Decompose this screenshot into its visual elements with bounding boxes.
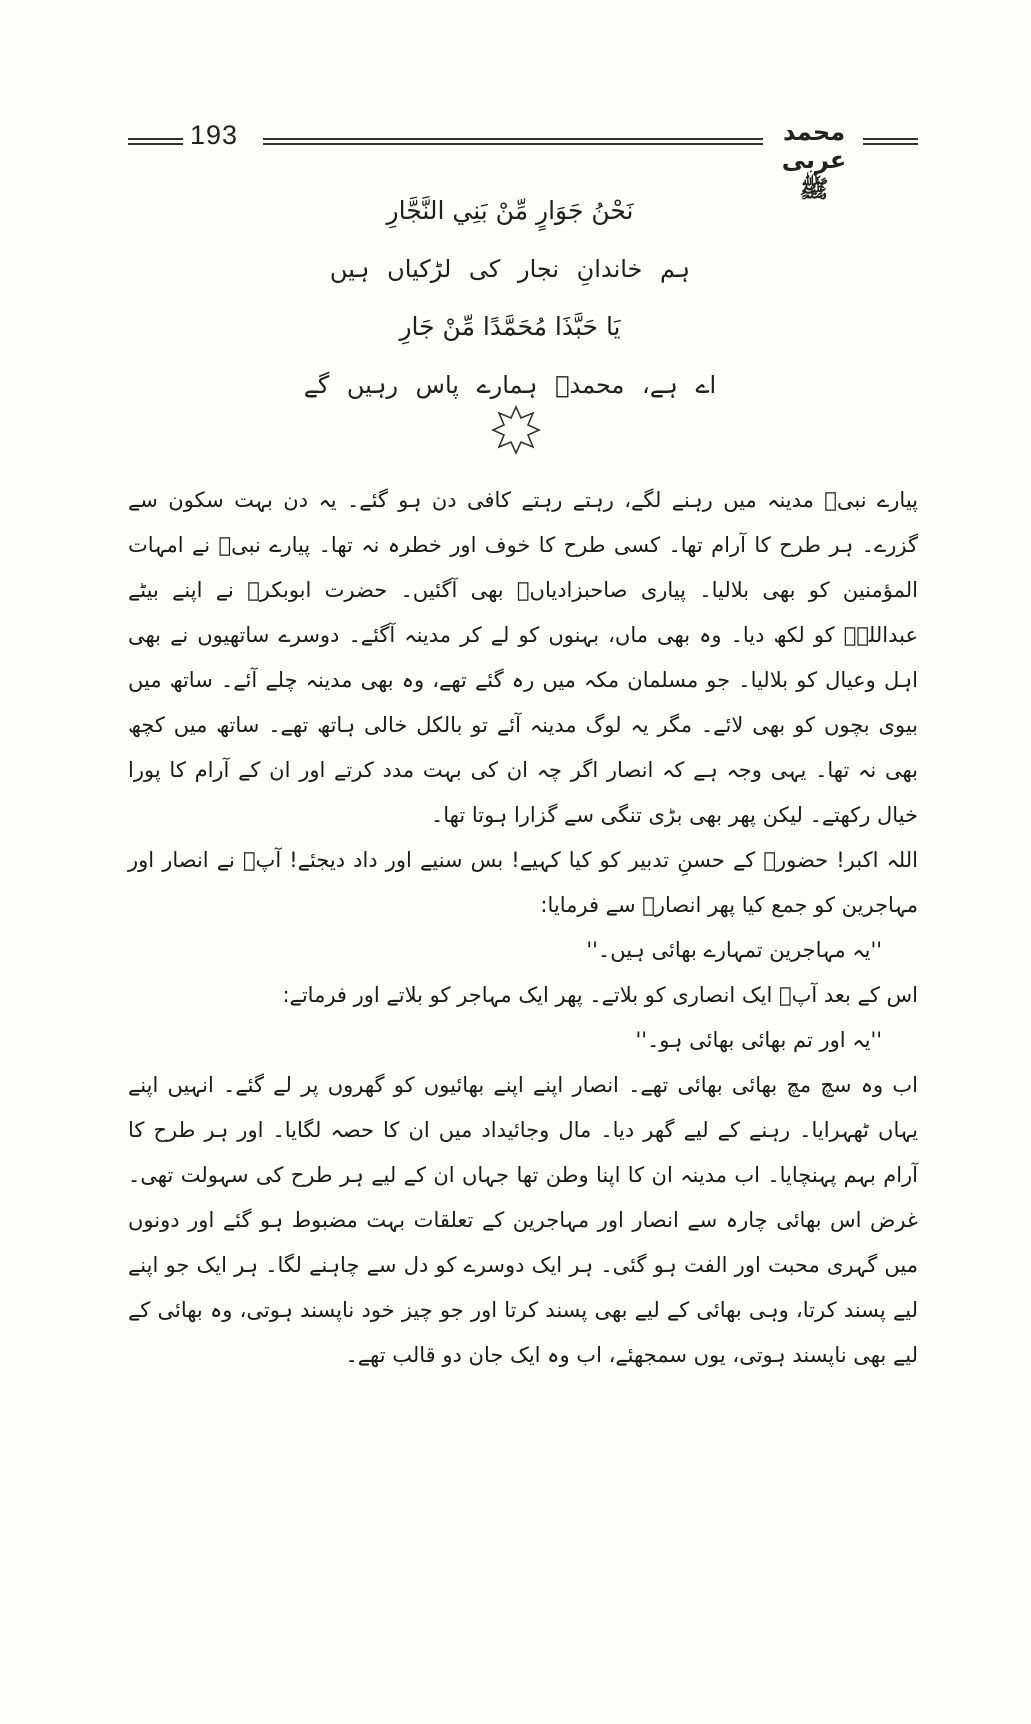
paragraph: اب وہ سچ مچ بھائی بھائی تھے۔ انصار اپنے اپنے بھائیوں کو گھروں پر لے گئے۔ انہیں اپنے یہاں ٹھہرایا۔ رہنے کے لیے گھر دیا۔ مال وجائیداد میں ان کا حصہ لگایا۔ اور ہر طرح کا آرام بہم پہنچایا۔ اب مدینہ ان کا اپنا وطن تھا جہاں ان کے لیے ہر طرح کی سہولت تھی۔ غرض اس بھائی چارہ سے انصار اور مہاجرین کے تعلقات بہت مضبوط ہو گئے اور دونوں میں گہری محبت اور الفت ہو گئی۔ ہر ایک دوسرے کو دل سے چاہنے لگا۔ ہر ایک جو اپنے لیے پسند کرتا، وہی بھائی کے لیے بھی پسند کرتا اور جو چیز خود ناپسند ہوتی، وہ بھائی کے لیے بھی ناپسند ہوتی، یوں سمجھئے، اب وہ ایک جان دو قالب تھے۔ [128,1073,918,1367]
eight-point-star-icon [490,404,542,456]
poem-line: يَا حَبَّذَا مُحَمَّدًا مِّنْ جَارِ [399,312,621,341]
poem-line-translation: ہم خاندانِ نجار کی لڑکیاں ہیں [329,255,691,283]
book-title: محمد عربی ﷺ [781,118,847,203]
body-text [128,478,918,1378]
poem-verse [300,182,720,414]
poem-line-translation: اے ہے، محمدؐ ہمارے پاس رہیں گے [303,371,717,399]
quotation: ''یہ مہاجرین تمہارے بھائی ہیں۔'' [586,938,882,962]
poem-line: نَحْنُ جَوَارٍ مِّنْ بَنِي النَّجَّارِ [386,196,634,225]
paragraph: اللہ اکبر! حضورؐ کے حسنِ تدبیر کو کیا کہیے! بس سنیے اور داد دیجئے! آپؐ نے انصار اور مہاجرین کو جمع کیا پھر انصارؓ سے فرمایا: [128,848,918,917]
paragraph: اس کے بعد آپؐ ایک انصاری کو بلاتے۔ پھر ایک مہاجر کو بلاتے اور فرماتے: [282,983,918,1007]
page-header [128,118,918,203]
header-rule-left [128,138,183,145]
page-number: 193 [190,120,239,150]
header-rule-middle [263,138,763,145]
header-rule-right [863,138,918,145]
paragraph: پیارے نبیؐ مدینہ میں رہنے لگے، رہتے رہتے کافی دن ہو گئے۔ یہ دن بہت سکون سے گزرے۔ ہر طرح کا آرام تھا۔ کسی طرح کا خوف اور خطرہ نہ تھا۔ پیارے نبیؐ نے امہات المؤمنین کو بھی بلالیا۔ پیاری صاحبزادیاںؓ بھی آگئیں۔ حضرت ابوبکرؓ نے اپنے بیٹے عبداللہؓ کو لکھ دیا۔ وہ بھی ماں، بہنوں کو لے کر مدینہ آگئے۔ دوسرے ساتھیوں نے بھی اہل وعیال کو بلالیا۔ جو مسلمان مکہ میں رہ گئے تھے، وہ بھی مدینہ چلے آئے۔ ساتھ میں بیوی بچوں کو بھی لائے۔ مگر یہ لوگ مدینہ آئے تو بالکل خالی ہاتھ تھے۔ ساتھ میں کچھ بھی نہ تھا۔ یہی وجہ ہے کہ انصار اگر چہ ان کی بہت مدد کرتے اور ان کے آرام کا پورا خیال رکھتے۔ لیکن پھر بھی بڑی تنگی سے گزارا ہوتا تھا۔ [128,488,918,827]
quotation: ''یہ اور تم بھائی بھائی ہو۔'' [635,1028,882,1052]
